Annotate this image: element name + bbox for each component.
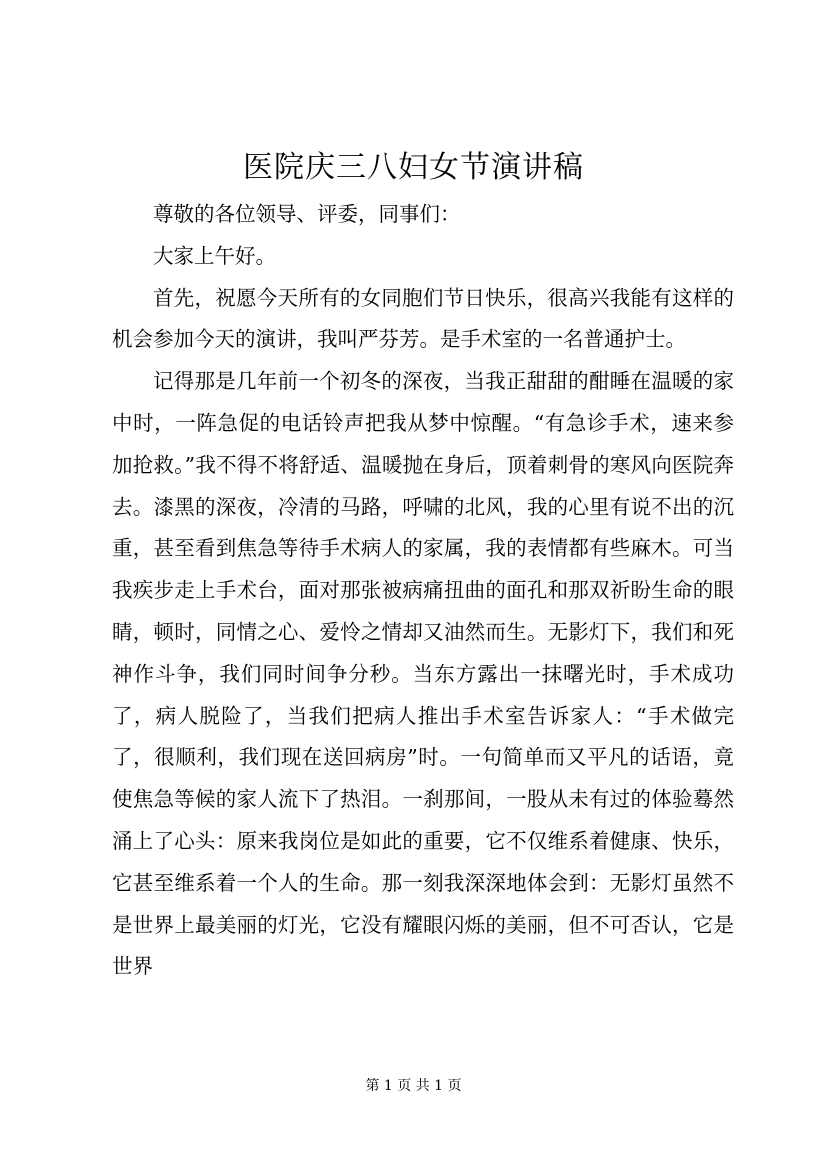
salutation-paragraph: 尊敬的各位领导、评委，同事们： xyxy=(153,202,461,226)
introduction-paragraph: 首先，祝愿今天所有的女同胞们节日快乐，很高兴我能有这样的机会参加今天的演讲，我叫严芬芳。是手术室的一名普通护士。 xyxy=(112,285,734,352)
page-footer: 第 1 页 共 1 页 xyxy=(365,1078,462,1094)
story-paragraph: 记得那是几年前一个初冬的深夜，当我正甜甜的酣睡在温暖的家中时，一阵急促的电话铃声把我从梦中惊醒。“有急诊手术，速来参加抢救。”我不得不将舒适、温暖抛在身后，顶着刺骨的寒风向医院奔去。漆黑的深夜，冷清的马路，呼啸的北风，我的心里有说不出的沉重，甚至看到焦急等待手术病人的家属，我的表情都有些麻木。可当我疾步走上手术台，面对那张被病痛扭曲的面孔和那双祈盼生命的眼睛，顿时，同情之心、爱怜之情却又油然而生。无影灯下，我们和死神作斗争，我们同时间争分秒。当东方露出一抹曙光时，手术成功了，病人脱险了，当我们把病人推出手术室告诉家人：“手术做完了，很顺利，我们现在送回病房”时。一句简单而又平凡的话语，竟使焦急等候的家人流下了热泪。一刹那间，一股从未有过的体验蓦然涌上了心头：原来我岗位是如此的重要，它不仅维系着健康、快乐，它甚至维系着一个人的生命。那一刻我深深地体会到：无影灯虽然不是世界上最美丽的灯光，它没有耀眼闪烁的美丽，但不可否认，它是世界 xyxy=(112,369,734,979)
greeting-paragraph: 大家上午好。 xyxy=(153,243,276,268)
document-title: 医院庆三八妇女节演讲稿 xyxy=(243,150,584,185)
document-body xyxy=(112,194,734,988)
